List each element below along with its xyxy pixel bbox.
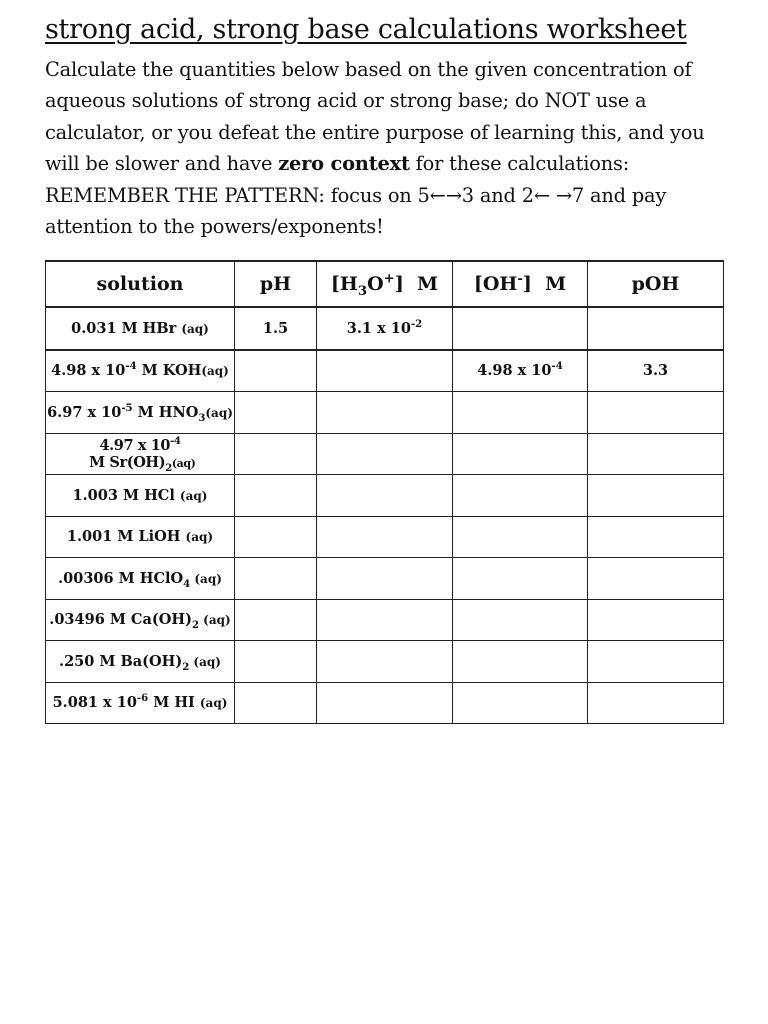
cell-oh[interactable] (453, 516, 588, 558)
cell-solution (46, 433, 235, 475)
cell-ph[interactable] (235, 682, 317, 724)
solution-aq: (aq) (171, 456, 196, 470)
solution-sub: 4 (183, 577, 191, 590)
header-h3o-sup: + (383, 271, 395, 287)
cell-poh[interactable]: 3.3 (588, 350, 724, 392)
cell-h3o[interactable] (317, 558, 453, 600)
solution-sub: 2 (182, 660, 190, 673)
table-row (46, 516, 724, 558)
solution-aq: (aq) (198, 613, 231, 628)
solution-sup: -6 (136, 692, 149, 705)
cell-h3o[interactable] (317, 392, 453, 434)
h3o-exponent: -2 (410, 317, 423, 330)
table-row (46, 682, 724, 724)
cell-poh[interactable] (588, 475, 724, 517)
cell-oh[interactable] (453, 558, 588, 600)
cell-solution (46, 350, 235, 392)
solution-sup: -5 (121, 401, 133, 414)
solution-text: .250 M Ba(OH) (59, 652, 183, 670)
cell-h3o[interactable] (317, 350, 453, 392)
cell-ph[interactable] (235, 558, 317, 600)
oh-exponent: -4 (551, 360, 563, 373)
cell-poh[interactable] (588, 641, 724, 683)
solution-text: 6.97 x 10 (47, 403, 122, 421)
solution-sub: 3 (198, 411, 206, 424)
cell-oh[interactable] (453, 433, 588, 475)
header-h3o-text-c: ] M (394, 273, 439, 295)
cell-ph[interactable]: 1.5 (235, 307, 317, 350)
cell-h3o[interactable] (317, 516, 453, 558)
instructions-paragraph (45, 54, 735, 242)
cell-oh[interactable] (453, 682, 588, 724)
header-h3o-text: [H (330, 273, 358, 295)
cell-oh[interactable] (453, 599, 588, 641)
cell-solution (46, 392, 235, 434)
header-h3o-text-b: O (367, 273, 384, 295)
table-row (46, 350, 724, 392)
cell-poh[interactable] (588, 392, 724, 434)
solution-sup: -4 (170, 434, 181, 447)
cell-poh[interactable] (588, 558, 724, 600)
cell-ph[interactable] (235, 433, 317, 475)
solution-text-b: M KOH (136, 362, 202, 380)
header-oh-text: [OH (473, 273, 518, 295)
solution-aq: (aq) (205, 405, 233, 420)
cell-solution (46, 307, 235, 350)
solution-aq: (aq) (201, 364, 229, 379)
table-row (46, 558, 724, 600)
solution-text: 1.003 M HCl (72, 486, 180, 504)
solution-aq: (aq) (189, 654, 221, 669)
page-title: strong acid, strong base calculations worksheet (45, 14, 687, 45)
cell-h3o[interactable] (317, 682, 453, 724)
table-row (46, 475, 724, 517)
solution-text-b: M Sr(OH) (84, 453, 166, 471)
header-row (46, 261, 724, 307)
instructions-bold: zero context (278, 152, 410, 176)
cell-solution (46, 558, 235, 600)
solution-text: 4.97 x 10 (99, 436, 171, 454)
cell-poh[interactable] (588, 682, 724, 724)
cell-h3o[interactable] (317, 475, 453, 517)
solution-sub: 2 (191, 619, 199, 632)
solution-text: 0.031 M HBr (71, 319, 182, 337)
instructions-text-1: Calculate the quantities below based on the given concentration of aqueous solutions of strong acid or strong base; do NOT use a calculator, or you defeat the entire purpose of learning this, and you will be slower and have (45, 58, 705, 176)
cell-poh[interactable] (588, 599, 724, 641)
cell-oh[interactable] (453, 307, 588, 350)
cell-h3o[interactable] (317, 599, 453, 641)
cell-ph[interactable] (235, 350, 317, 392)
solution-aq: (aq) (179, 488, 208, 503)
cell-ph[interactable] (235, 392, 317, 434)
solution-text: .03496 M Ca(OH) (49, 611, 192, 629)
cell-poh[interactable] (588, 307, 724, 350)
solution-text: 1.001 M LiOH (66, 528, 186, 546)
header-poh: pOH (588, 261, 724, 307)
solution-sup: -4 (125, 360, 137, 373)
table-row (46, 307, 724, 350)
table-row (46, 433, 724, 475)
cell-oh[interactable] (453, 641, 588, 683)
header-oh-sup: - (517, 271, 523, 287)
cell-solution (46, 599, 235, 641)
solution-aq: (aq) (185, 530, 214, 545)
header-oh (453, 261, 588, 307)
cell-ph[interactable] (235, 599, 317, 641)
table-row (46, 641, 724, 683)
cell-h3o[interactable] (317, 307, 453, 350)
cell-oh[interactable] (453, 392, 588, 434)
solution-text-b: M HNO (132, 403, 199, 421)
cell-poh[interactable] (588, 433, 724, 475)
header-h3o (317, 261, 453, 307)
h3o-value: 3.1 x 10 (346, 319, 411, 337)
solution-text-b: M HI (148, 694, 200, 712)
solution-text: .00306 M HClO (58, 569, 184, 587)
cell-ph[interactable] (235, 641, 317, 683)
cell-oh[interactable] (453, 350, 588, 392)
solution-aq: (aq) (199, 696, 228, 711)
header-oh-text-c: ] M (522, 273, 567, 295)
header-ph: pH (235, 261, 317, 307)
instructions-text-2: for these calculations: REMEMBER THE PATTERN: focus on 5←→3 and 2← →7 and pay attention to the powers/exponents! (45, 152, 667, 239)
cell-solution (46, 516, 235, 558)
table-row (46, 392, 724, 434)
header-h3o-sub: 3 (357, 283, 368, 299)
solution-text: 4.98 x 10 (51, 362, 126, 380)
cell-solution (46, 641, 235, 683)
cell-oh[interactable] (453, 475, 588, 517)
cell-h3o[interactable] (317, 641, 453, 683)
cell-ph[interactable] (235, 475, 317, 517)
solution-text: 5.081 x 10 (52, 694, 137, 712)
solution-aq: (aq) (181, 321, 209, 336)
solution-sub: 2 (165, 461, 172, 474)
table-row (46, 599, 724, 641)
cell-solution (46, 682, 235, 724)
solution-aq: (aq) (190, 571, 222, 586)
cell-poh[interactable] (588, 516, 724, 558)
cell-solution (46, 475, 235, 517)
header-solution: solution (46, 261, 235, 307)
worksheet-table (45, 260, 724, 724)
cell-h3o[interactable] (317, 433, 453, 475)
oh-value: 4.98 x 10 (477, 362, 552, 380)
cell-ph[interactable] (235, 516, 317, 558)
